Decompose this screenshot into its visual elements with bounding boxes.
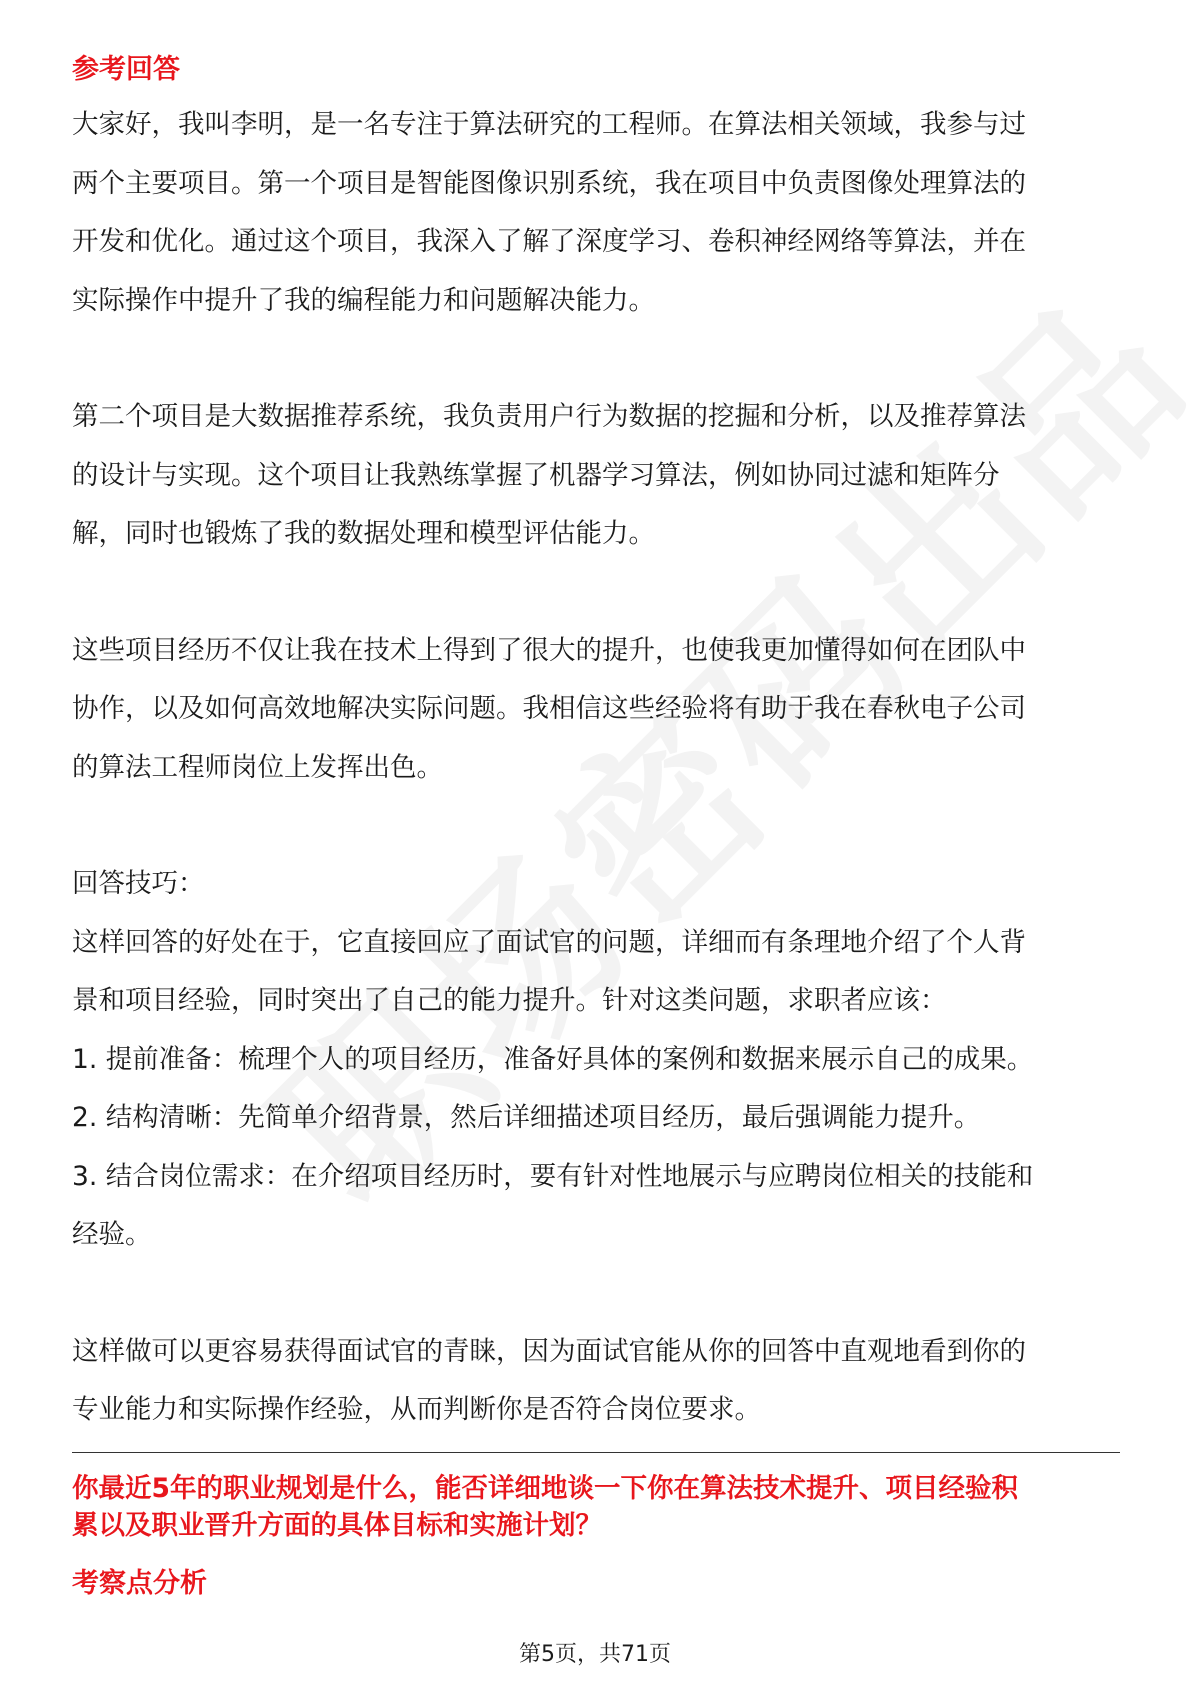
text-line: 协作，以及如何高效地解决实际问题。我相信这些经验将有助于我在春秋电子公司 <box>72 693 1026 724</box>
text-line: 第二个项目是大数据推荐系统，我负责用户行为数据的挖掘和分析，以及推荐算法 <box>72 401 1026 432</box>
text-line: 这样回答的好处在于，它直接回应了面试官的问题，详细而有条理地介绍了个人背 <box>72 926 1026 958</box>
question-line: 累以及职业晋升方面的具体目标和实施计划？ <box>72 1510 602 1541</box>
answer-paragraph-1 <box>72 96 1122 330</box>
tips-section <box>72 855 1122 1265</box>
spacer <box>72 797 1122 855</box>
page-footer: 第5页，共71页 <box>519 1642 671 1667</box>
text-line: 的设计与实现。这个项目让我熟练掌握了机器学习算法，例如协同过滤和矩阵分 <box>72 459 1000 491</box>
page-content <box>72 50 1122 1440</box>
text-line: 的算法工程师岗位上发挥出色。 <box>72 751 443 783</box>
spacer <box>72 330 1122 388</box>
tips-closing <box>72 1323 1122 1440</box>
text-line: 大家好，我叫李明，是一名专注于算法研究的工程师。在算法相关领域，我参与过 <box>72 109 1026 140</box>
spacer <box>72 564 1122 622</box>
tips-item-2: 2. 结构清晰：先简单介绍背景，然后详细描述项目经历，最后强调能力提升。 <box>72 1102 981 1133</box>
section-divider <box>72 1452 1120 1453</box>
tips-label: 回答技巧： <box>72 868 205 899</box>
section-title: 参考回答 <box>72 54 180 85</box>
answer-paragraph-2 <box>72 388 1122 564</box>
text-line: 解，同时也锻炼了我的数据处理和模型评估能力。 <box>72 518 655 549</box>
tips-item-3: 3. 结合岗位需求：在介绍项目经历时，要有针对性地展示与应聘岗位相关的技能和 <box>72 1160 1034 1192</box>
answer-paragraph-3 <box>72 622 1122 798</box>
tips-item-1: 1. 提前准备：梳理个人的项目经历，准备好具体的案例和数据来展示自己的成果。 <box>72 1043 1034 1075</box>
text-line: 这样做可以更容易获得面试官的青睐，因为面试官能从你的回答中直观地看到你的 <box>72 1335 1026 1367</box>
question-line: 你最近5年的职业规划是什么，能否详细地谈一下你在算法技术提升、项目经验积 <box>72 1473 1018 1504</box>
tips-item-3-continued: 经验。 <box>72 1219 152 1250</box>
text-line: 这些项目经历不仅让我在技术上得到了很大的提升，也使我更加懂得如何在团队中 <box>72 634 1026 666</box>
next-question <box>72 1470 1122 1544</box>
text-line: 开发和优化。通过这个项目，我深入了解了深度学习、卷积神经网络等算法，并在 <box>72 226 1026 257</box>
analysis-title: 考察点分析 <box>72 1568 207 1599</box>
text-line: 景和项目经验，同时突出了自己的能力提升。针对这类问题，求职者应该： <box>72 985 947 1016</box>
text-line: 专业能力和实际操作经验，从而判断你是否符合岗位要求。 <box>72 1394 761 1425</box>
spacer <box>72 1265 1122 1323</box>
text-line: 实际操作中提升了我的编程能力和问题解决能力。 <box>72 284 655 316</box>
text-line: 两个主要项目。第一个项目是智能图像识别系统，我在项目中负责图像处理算法的 <box>72 167 1026 199</box>
